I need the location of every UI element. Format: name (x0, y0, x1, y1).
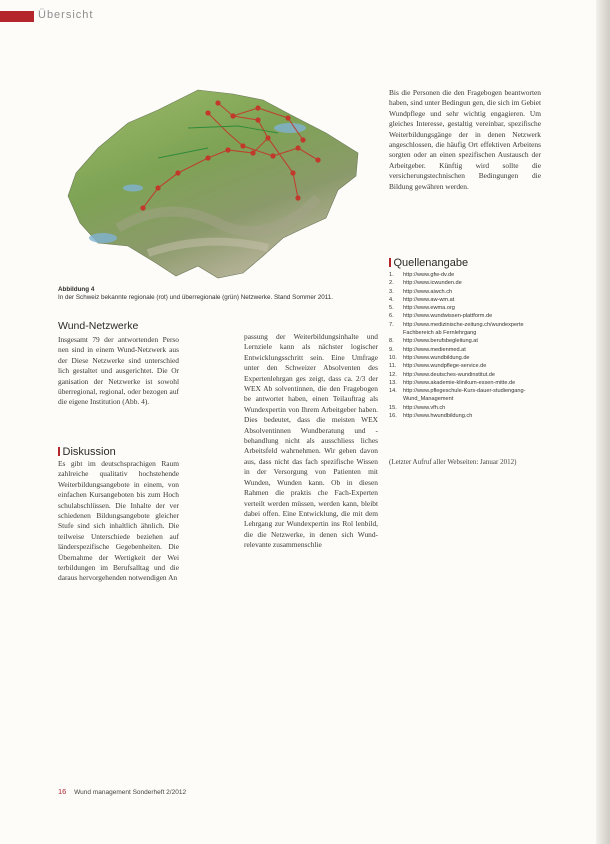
reference-number: 8. (389, 338, 394, 345)
reference-number: 9. (389, 346, 394, 353)
reference-link[interactable]: http://www.wundpflege-service.de (403, 363, 487, 370)
reference-link[interactable]: http://www.aw-wm.at (403, 296, 455, 303)
journal-name: Wund management Sonderheft 2/2012 (74, 789, 187, 796)
reference-link[interactable]: http://www.gfw-dv.de (403, 272, 455, 278)
paragraph-wund-netzwerke: Insgesamt 79 der antwortenden Perso nen sind in einem Wund-Netzwerk aus der Diese Netzwerke sind unterschied lich gestaltet und ausgerichtet. Die Or ganisation der Netzwerke ist sowohl überregional, regional, oder bezogen auf die eigene Institution (Abb. 4). (58, 335, 179, 407)
page-number: 16 (58, 787, 67, 796)
reference-link[interactable]: http://www.akademie-klinikum-essen-mitte.de (403, 379, 516, 386)
reference-link[interactable]: http://www.aiwch.ch (403, 288, 453, 295)
reference-item[interactable] (389, 288, 549, 296)
reference-item[interactable] (389, 362, 549, 370)
paragraph-column-3: Bis die Personen die den Fragebogen beantworten haben, sind unter Bedingun gen, die sich im Gebiet Wundpflege und sehr wichtig engagieren. Um gleiches Interesse, gestaltig vereinbar, spezifische Weiterbildungsgänge der in denen Netzwerk angeschlossen, die häufig Ort effektiven Arbeitens sorgten oder an einen spezifischen Austausch der Arbeitgeber. Künftig wird sollte die versicherungstechnischen Bedingungen die Bildung gewähren werden. (389, 88, 541, 191)
reference-number: 1. (389, 272, 394, 278)
reference-item[interactable] (389, 371, 549, 379)
figure-label: Abbildung 4 (58, 286, 95, 293)
reference-link[interactable]: http://www.deutsches-wundinstitut.de (403, 371, 496, 378)
reference-item[interactable] (389, 387, 549, 404)
reference-item[interactable] (389, 379, 549, 387)
reference-number: 11. (389, 363, 397, 370)
reference-item[interactable] (389, 404, 549, 412)
reference-access-date: (Letzter Aufruf aller Webseiten: Januar 2012) (389, 458, 517, 466)
reference-number: 6. (389, 313, 394, 320)
reference-number: 13. (389, 379, 397, 386)
section-title: Übersicht (38, 9, 94, 21)
reference-number: 2. (389, 280, 394, 287)
reference-number: 10. (389, 354, 397, 361)
reference-link[interactable]: http://www.hwundbildung.ch (403, 413, 473, 420)
heading-quellenangabe-text: Quellenangabe (393, 257, 469, 269)
reference-number: 5. (389, 305, 394, 312)
reference-link[interactable]: http://www.ewma.org (403, 305, 455, 312)
page-footer (58, 787, 186, 796)
paragraph-diskussion: Es gibt im deutschsprachigen Raum zahlreiche qualitativ hochstehende Weiterbildungsangebote in einem, von einfachen Kursangeboten bis zum Hoch schulabschlüssen. Die Inhalte der ver schiedenen Bildungsangebote gleicher Stufe sind sich inhaltlich ähnlich. Die teilweise Unterschiede beziehen auf länderspezifische Gegebenheiten. Die Übernahme der Wertigkeit der Wei terbildungen im Berufsalltag und die daraus hervorgehenden notwendigen An (58, 459, 179, 583)
reference-item[interactable] (389, 271, 549, 279)
heading-diskussion-text: Diskussion (62, 446, 116, 458)
reference-number: 16. (389, 413, 397, 420)
page-edge-shadow (596, 0, 610, 844)
reference-number: 7. (389, 321, 394, 328)
reference-link[interactable]: http://www.icwunden.de (403, 280, 462, 287)
reference-item[interactable] (389, 412, 549, 420)
reference-number: 4. (389, 296, 394, 303)
reference-number: 12. (389, 371, 397, 378)
reference-link[interactable]: http://www.vfh.ch (403, 404, 446, 411)
reference-number: 15. (389, 404, 397, 411)
reference-list (389, 271, 549, 420)
reference-item[interactable] (389, 296, 549, 304)
reference-number: 14. (389, 388, 397, 395)
figure-caption-text: In der Schweiz bekannte regionale (rot) und überregionale (grün) Netzwerke. Stand Sommer 2011. (58, 294, 333, 301)
reference-item[interactable] (389, 337, 549, 345)
reference-item[interactable] (389, 312, 549, 320)
reference-item[interactable] (389, 321, 549, 338)
reference-link[interactable]: http://www.wundbildung.de (403, 354, 470, 361)
reference-link[interactable]: http://www.medienmed.at (403, 346, 466, 353)
reference-item[interactable] (389, 279, 549, 287)
heading-wund-netzwerke: Wund-Netzwerke (58, 320, 139, 332)
reference-link[interactable]: http://www.pflegeschule-Kurs-dauer-studiengang-Wund_Management (403, 388, 526, 403)
heading-accent-bar (58, 447, 60, 456)
heading-quellenangabe (389, 257, 468, 269)
reference-item[interactable] (389, 304, 549, 312)
reference-number: 3. (389, 288, 394, 295)
reference-link[interactable]: http://www.medizinische-zeitung.ch/wundexperte Fachbereich ab Fernlehrgang (403, 321, 524, 337)
figure-caption (58, 286, 378, 302)
heading-accent-bar (389, 258, 391, 267)
switzerland-network-map (58, 78, 370, 283)
heading-diskussion (58, 446, 116, 458)
reference-link[interactable]: http://www.berufsbegleitung.at (403, 338, 478, 345)
paragraph-column-2: passung der Weiterbildungsinhalte und Lernziele kann als nächster logischer Entwicklungsschritt sein. Eine Umfrage unter den Schweizer Absolventen des Expertenlehrgan ges zeigt, dass ca. 2/3 der WEX Ab solventinnen, die den Fragebogen be antwortet haben, einen Teilauftrag als Wundexpertin von Ihrem Arbeitgeber haben. Dies bedeutet, dass die meisten WEX Absolventinnen Wundberatung und -behandlung nicht als ausschliess liches Arbeitsfeld wahrnehmen. Wir gehen davon aus, dass nicht das fach spezifische Wissen in der Versorgung von Patienten mit Wunden, Wunden kann. Ob in diesen Rahmen die praktis che Fach-Experten verteilt werden müssen, werden kann, bleibt dabei offen. Eine Entwicklung, die mit dem Lehrgang zur Wundexpertin ins Rol lenbild, die die Netzwerke, in denen sich Wund-relevante zusammenschlie (244, 332, 378, 550)
reference-item[interactable] (389, 346, 549, 354)
reference-link[interactable]: http://www.wundwissen-plattform.de (403, 313, 493, 320)
reference-item[interactable] (389, 354, 549, 362)
section-color-bar (0, 11, 34, 22)
